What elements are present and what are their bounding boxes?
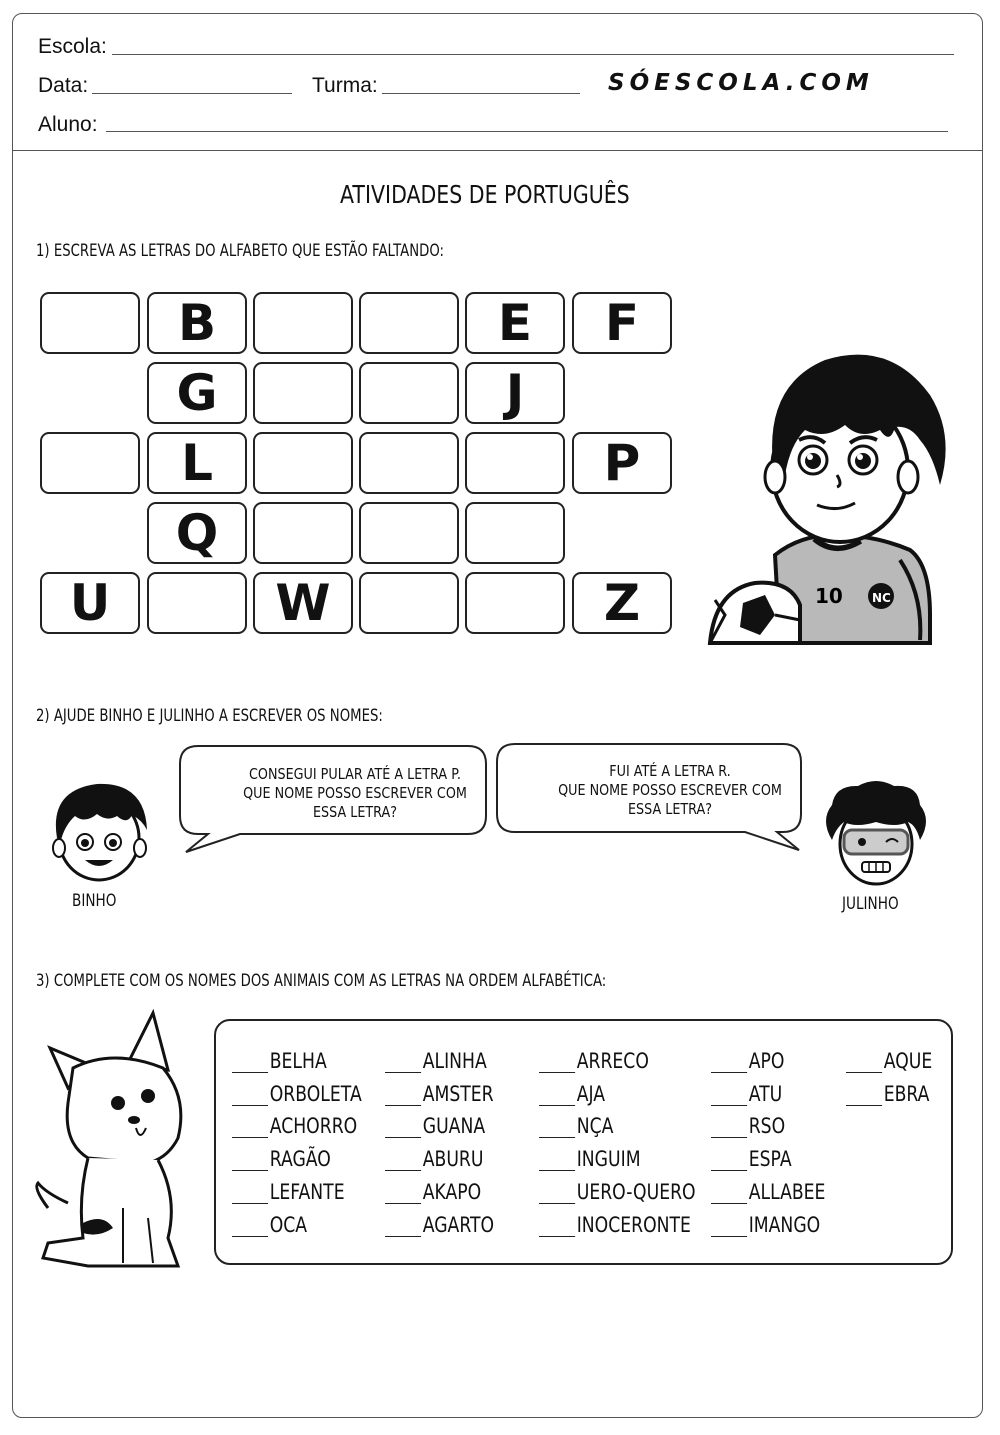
missing-letter-blank[interactable]	[385, 1117, 421, 1138]
animal-word-item	[232, 1082, 362, 1106]
speech-line: ESSA LETRA?	[312, 803, 398, 821]
animal-word-item	[232, 1147, 331, 1171]
animal-word-fragment: EBRA	[883, 1082, 930, 1106]
speech-line: QUE NOME POSSO ESCREVER COM	[243, 784, 467, 802]
julinho-name: JULINHO	[842, 894, 899, 914]
julinho-face-illustration	[820, 780, 932, 888]
animal-word-fragment: OCA	[269, 1213, 308, 1237]
animal-word-item	[232, 1213, 307, 1237]
missing-letter-blank[interactable]	[539, 1052, 575, 1073]
animal-word-item	[385, 1147, 483, 1171]
animal-word-item	[539, 1213, 691, 1237]
animal-word-item	[539, 1114, 613, 1138]
missing-letter-blank[interactable]	[539, 1183, 575, 1204]
letter-box-blank[interactable]	[40, 292, 140, 354]
animal-word-fragment: APO	[748, 1049, 785, 1073]
animal-word-item	[539, 1082, 605, 1106]
animal-word-fragment: ARRECO	[576, 1049, 649, 1073]
animal-word-fragment: ALLABEE	[748, 1180, 826, 1204]
letter-box-given: Z	[572, 572, 672, 634]
animal-word-item	[711, 1147, 792, 1171]
letter-box-blank[interactable]	[465, 502, 565, 564]
speech-line: ESSA LETRA?	[627, 800, 713, 818]
missing-letter-blank[interactable]	[232, 1150, 268, 1171]
letter-box-blank[interactable]	[465, 572, 565, 634]
letter-box-given: F	[572, 292, 672, 354]
missing-letter-blank[interactable]	[232, 1216, 268, 1237]
turma-label: Turma:	[312, 74, 378, 97]
question-2-label: 2) AJUDE BINHO E JULINHO A ESCREVER OS NOMES:	[36, 706, 383, 726]
missing-letter-blank[interactable]	[385, 1052, 421, 1073]
escola-label: Escola:	[38, 35, 107, 58]
aluno-field[interactable]	[106, 131, 948, 132]
animal-word-fragment: AMSTER	[422, 1082, 494, 1106]
animal-word-fragment: INOCERONTE	[576, 1213, 691, 1237]
missing-letter-blank[interactable]	[232, 1085, 268, 1106]
animal-word-fragment: ORBOLETA	[269, 1082, 362, 1106]
aluno-label: Aluno:	[38, 113, 98, 136]
animal-word-item	[539, 1180, 696, 1204]
question-1-label: 1) ESCREVA AS LETRAS DO ALFABETO QUE ESTÃO FALTANDO:	[36, 241, 445, 261]
letter-box-given: J	[465, 362, 565, 424]
letter-box-blank[interactable]	[253, 432, 353, 494]
animal-word-fragment: ABURU	[422, 1147, 484, 1171]
letter-box-given: P	[572, 432, 672, 494]
missing-letter-blank[interactable]	[711, 1150, 747, 1171]
letter-box-given: L	[147, 432, 247, 494]
letter-box-given: G	[147, 362, 247, 424]
animal-word-fragment: RSO	[748, 1114, 786, 1138]
animal-word-fragment: IMANGO	[748, 1213, 821, 1237]
letter-box-given: U	[40, 572, 140, 634]
speech-line: QUE NOME POSSO ESCREVER COM	[558, 781, 782, 799]
missing-letter-blank[interactable]	[385, 1085, 421, 1106]
animal-word-item	[711, 1082, 782, 1106]
letter-box-blank[interactable]	[253, 292, 353, 354]
animal-word-fragment: AKAPO	[422, 1180, 482, 1204]
animal-word-item	[539, 1049, 649, 1073]
missing-letter-blank[interactable]	[846, 1052, 882, 1073]
missing-letter-blank[interactable]	[385, 1183, 421, 1204]
letter-box-blank[interactable]	[147, 572, 247, 634]
letter-box-blank[interactable]	[253, 362, 353, 424]
missing-letter-blank[interactable]	[385, 1150, 421, 1171]
binho-face-illustration	[47, 780, 152, 885]
shirt-number: 10	[815, 584, 843, 608]
missing-letter-blank[interactable]	[711, 1183, 747, 1204]
animal-word-item	[539, 1147, 641, 1171]
turma-field[interactable]	[382, 93, 580, 94]
header-separator	[12, 150, 983, 151]
animal-word-item	[711, 1049, 784, 1073]
missing-letter-blank[interactable]	[539, 1117, 575, 1138]
animal-word-item	[385, 1180, 481, 1204]
letter-box-blank[interactable]	[465, 432, 565, 494]
missing-letter-blank[interactable]	[539, 1150, 575, 1171]
animal-word-item	[232, 1049, 327, 1073]
animal-word-fragment: INGUIM	[576, 1147, 641, 1171]
letter-box-blank[interactable]	[359, 362, 459, 424]
escola-field[interactable]	[112, 54, 954, 55]
letter-box-blank[interactable]	[40, 432, 140, 494]
boy-with-ball-illustration	[705, 345, 960, 650]
missing-letter-blank[interactable]	[711, 1085, 747, 1106]
animal-word-fragment: AJA	[576, 1082, 606, 1106]
dog-illustration	[28, 1008, 193, 1273]
missing-letter-blank[interactable]	[846, 1085, 882, 1106]
animal-word-item	[385, 1049, 487, 1073]
animal-word-fragment: ALINHA	[422, 1049, 487, 1073]
missing-letter-blank[interactable]	[232, 1117, 268, 1138]
animal-word-item	[385, 1082, 494, 1106]
letter-box-blank[interactable]	[359, 502, 459, 564]
missing-letter-blank[interactable]	[539, 1216, 575, 1237]
animal-word-item	[846, 1082, 929, 1106]
letter-box-given: Q	[147, 502, 247, 564]
animal-word-fragment: LEFANTE	[269, 1180, 345, 1204]
site-brand: SÓESCOLA.COM	[608, 70, 874, 96]
animal-word-fragment: AQUE	[883, 1049, 933, 1073]
speech-text-binho	[232, 765, 479, 822]
animal-word-item	[232, 1114, 357, 1138]
animal-word-fragment: BELHA	[269, 1049, 327, 1073]
animal-word-item	[846, 1049, 932, 1073]
animal-word-item	[711, 1213, 820, 1237]
letter-box-given: W	[253, 572, 353, 634]
missing-letter-blank[interactable]	[711, 1052, 747, 1073]
missing-letter-blank[interactable]	[711, 1117, 747, 1138]
data-field[interactable]	[92, 93, 292, 94]
speech-line: CONSEGUI PULAR ATÉ A LETRA P.	[249, 765, 461, 783]
missing-letter-blank[interactable]	[539, 1085, 575, 1106]
binho-name: BINHO	[72, 891, 117, 911]
letter-box-blank[interactable]	[359, 292, 459, 354]
letter-box-given: E	[465, 292, 565, 354]
speech-text-julinho	[547, 762, 794, 819]
missing-letter-blank[interactable]	[385, 1216, 421, 1237]
data-label: Data:	[38, 74, 89, 97]
letter-box-given: B	[147, 292, 247, 354]
animal-word-fragment: ACHORRO	[269, 1114, 358, 1138]
animal-word-fragment: AGARTO	[422, 1213, 495, 1237]
animal-word-fragment: RAGÃO	[269, 1147, 331, 1171]
animal-word-item	[711, 1114, 785, 1138]
letter-box-blank[interactable]	[253, 502, 353, 564]
animal-word-item	[232, 1180, 345, 1204]
animal-word-item	[711, 1180, 825, 1204]
speech-line: FUI ATÉ A LETRA R.	[609, 762, 731, 780]
animal-word-item	[385, 1114, 485, 1138]
page-title: ATIVIDADES DE PORTUGUÊS	[340, 180, 630, 209]
animal-word-fragment: ATU	[748, 1082, 783, 1106]
missing-letter-blank[interactable]	[711, 1216, 747, 1237]
missing-letter-blank[interactable]	[232, 1183, 268, 1204]
animal-word-fragment: UERO-QUERO	[576, 1180, 696, 1204]
animal-word-item	[385, 1213, 494, 1237]
animal-word-fragment: GUANA	[422, 1114, 486, 1138]
animal-word-fragment: ESPA	[748, 1147, 792, 1171]
letter-box-blank[interactable]	[359, 432, 459, 494]
letter-box-blank[interactable]	[359, 572, 459, 634]
question-3-label: 3) COMPLETE COM OS NOMES DOS ANIMAIS COM AS LETRAS NA ORDEM ALFABÉTICA:	[36, 971, 607, 991]
shirt-logo: NC	[872, 591, 891, 605]
missing-letter-blank[interactable]	[232, 1052, 268, 1073]
animal-word-fragment: NÇA	[576, 1114, 614, 1138]
